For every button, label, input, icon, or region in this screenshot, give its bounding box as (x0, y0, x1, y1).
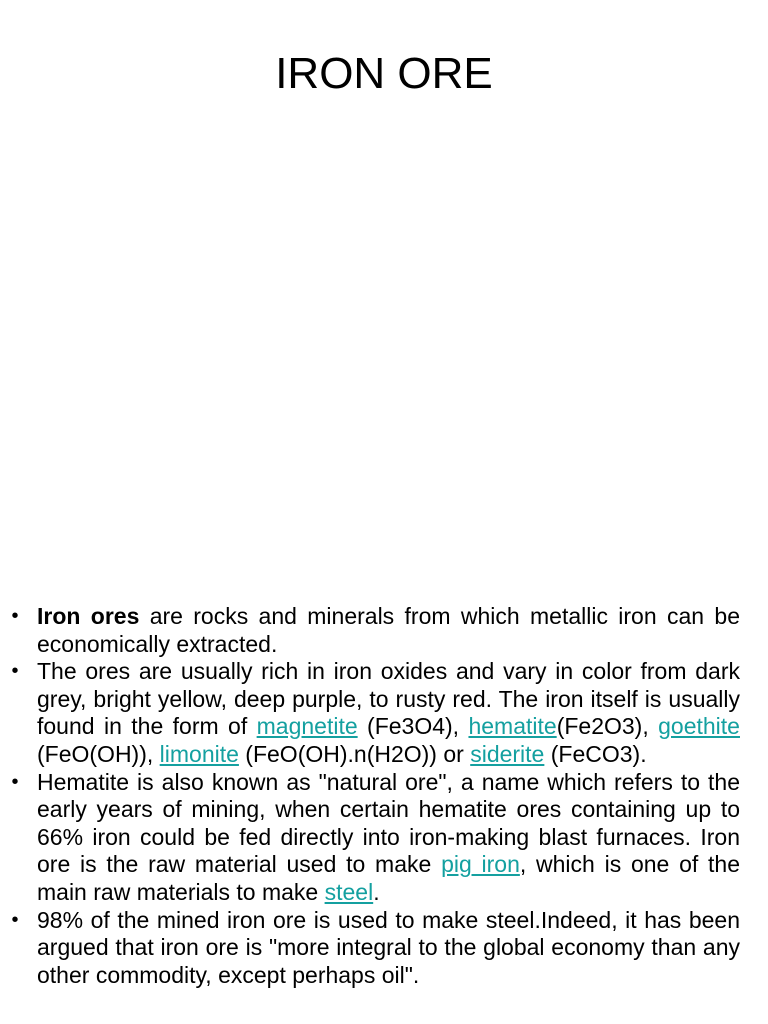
bullet-text: Hematite is also known as "natural ore", a name which refers to the early years of mining, when certain hematite ores containing up to 66% iron could be fed directly into iron-making blast furnaces. Iron ore is the raw material used to make (37, 768, 740, 878)
bullet-text: (Fe2O3), (556, 713, 659, 740)
bullet-text: are rocks and minerals from which metallic iron can be economically extracted. (37, 603, 740, 657)
bullet-item-steel-usage (0, 907, 768, 990)
bullet-dot-icon: • (11, 908, 19, 931)
bullet-dot-icon: • (11, 605, 19, 627)
bullet-item-hematite (0, 769, 768, 907)
link-siderite[interactable]: siderite (470, 740, 545, 767)
bullet-list (0, 603, 768, 989)
bullet-text: (FeCO3). (544, 740, 647, 767)
bullet-text: The ores are usually rich in iron oxides and vary in color from dark grey, bright yellow, deep purple, to rusty red. The iron itself is usually found in the form of (37, 658, 740, 740)
bullet-text: (Fe3O4), (357, 713, 469, 740)
bullet-dot-icon: • (11, 770, 19, 793)
bullet-text: (FeO(OH)), (37, 740, 160, 767)
link-steel[interactable]: steel (324, 878, 374, 905)
bullet-text: 98% of the mined iron ore is used to make steel.Indeed, it has been argued that iron ore is "more integral to the global economy than any other commodity, except perhaps oil". (37, 906, 740, 988)
bullet-dot-icon: • (11, 660, 19, 683)
bullet-item-definition (0, 603, 768, 658)
page-title: IRON ORE (275, 49, 493, 98)
link-hematite[interactable]: hematite (468, 713, 557, 740)
bullet-text: (FeO(OH).n(H2O)) or (238, 740, 471, 767)
link-magnetite[interactable]: magnetite (256, 713, 358, 740)
bullet-item-ore-types (0, 658, 768, 768)
bullet-text: , which is one of the main raw materials to make (37, 851, 740, 905)
link-goethite[interactable]: goethite (658, 713, 740, 740)
link-limonite[interactable]: limonite (159, 740, 239, 767)
bold-term: Iron ores (37, 603, 140, 629)
link-pig-iron[interactable]: pig iron (441, 851, 520, 878)
bullet-text: . (373, 878, 380, 905)
